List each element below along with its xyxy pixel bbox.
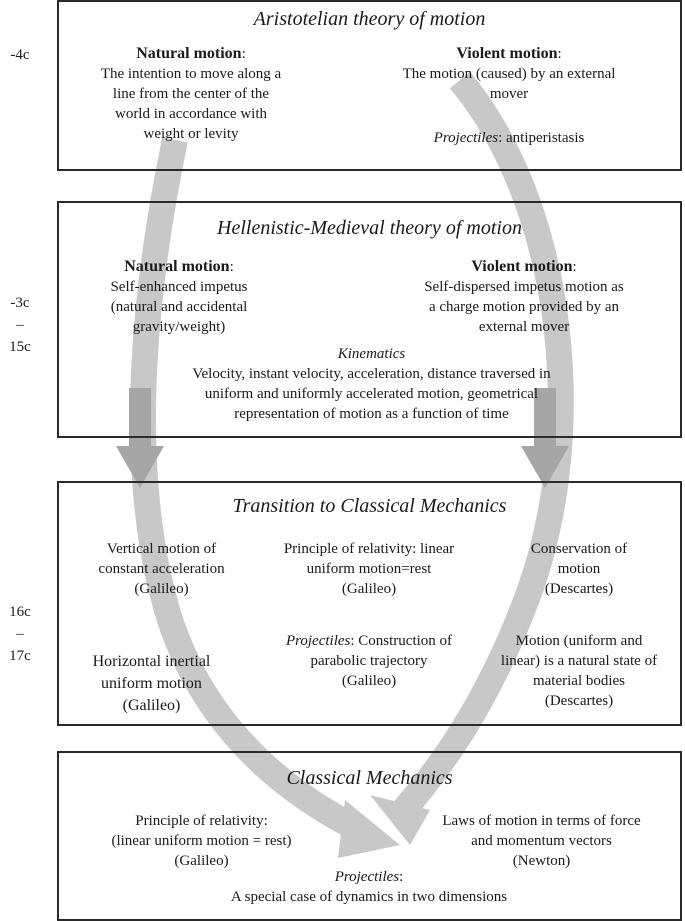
classical-relativity-line1: Principle of relativity: xyxy=(135,813,268,829)
aristotle-projectiles xyxy=(359,128,659,148)
aristotle-natural-line2: line from the center of the xyxy=(112,86,270,102)
classical-laws xyxy=(414,811,669,871)
aristotle-projectiles-text: : antiperistasis xyxy=(498,130,585,146)
era-hellenistic-start: -3c xyxy=(10,295,30,311)
transition-projectiles-line2: parabolic trajectory xyxy=(310,653,428,669)
natural-state-line1: Motion (uniform and xyxy=(515,633,643,649)
transition-title: Transition to Classical Mechanics xyxy=(232,495,507,517)
vertical-motion-line3: (Galileo) xyxy=(134,581,189,597)
classical-laws-line1: Laws of motion in terms of force xyxy=(442,813,641,829)
hellenistic-title: Hellenistic-Medieval theory of motion xyxy=(217,217,522,239)
vertical-motion-line1: Vertical motion of xyxy=(106,541,217,557)
kinematics-line1: Velocity, instant velocity, acceleration, distance traversed in xyxy=(192,366,551,382)
relativity-line1: Principle of relativity: linear xyxy=(283,541,455,557)
aristotle-violent-heading: Violent motion xyxy=(456,45,558,62)
aristotle-natural-line1: The intention to move along a xyxy=(100,66,282,82)
classical-laws-line2: and momentum vectors xyxy=(471,833,612,849)
hellenistic-box xyxy=(57,201,682,438)
hellenistic-violent-heading: Violent motion xyxy=(471,258,573,275)
classical-relativity xyxy=(79,811,324,871)
aristotelian-title: Aristotelian theory of motion xyxy=(253,8,486,30)
vertical-motion-line2: constant acceleration xyxy=(98,561,225,577)
hellenistic-violent-line3: external mover xyxy=(478,319,570,335)
natural-state-line3: material bodies xyxy=(532,673,626,689)
relativity-line2: uniform motion=rest xyxy=(306,561,432,577)
aristotle-projectiles-heading: Projectiles xyxy=(433,130,499,146)
hellenistic-kinematics xyxy=(99,344,644,424)
aristotle-natural-heading: Natural motion xyxy=(136,45,242,62)
hellenistic-natural-line1: Self-enhanced impetus xyxy=(110,279,248,295)
era-hellenistic-dash: – xyxy=(16,317,24,333)
aristotle-violent-line1: The motion (caused) by an external xyxy=(402,66,616,82)
classical-projectiles xyxy=(169,867,569,907)
era-transition xyxy=(0,601,40,667)
hellenistic-violent-line2: a charge motion provided by an xyxy=(428,299,620,315)
kinematics-heading: Kinematics xyxy=(337,346,406,362)
aristotle-violent-motion: Violent motion: The motion (caused) by an external mover xyxy=(359,44,659,104)
hellenistic-violent-motion: Violent motion: Self-dispersed impetus motion as a charge motion provided by an external mover xyxy=(389,257,659,337)
classical-projectiles-heading: Projectiles xyxy=(334,869,400,885)
horizontal-motion-line1: Horizontal inertial xyxy=(92,653,211,670)
aristotelian-box xyxy=(57,0,682,171)
classical-box xyxy=(57,751,682,921)
transition-natural-state xyxy=(479,631,679,711)
relativity-line3: (Galileo) xyxy=(341,581,397,597)
transition-projectiles-line3: (Galileo) xyxy=(341,673,397,689)
hellenistic-natural-heading: Natural motion xyxy=(124,258,230,275)
transition-horizontal-motion xyxy=(64,651,239,717)
hellenistic-natural-line2: (natural and accidental xyxy=(110,299,248,315)
transition-projectiles xyxy=(249,631,489,691)
classical-relativity-line2: (linear uniform motion = rest) xyxy=(111,833,292,849)
horizontal-motion-line3: (Galileo) xyxy=(122,697,181,714)
aristotle-natural-line3: world in accordance with xyxy=(114,106,268,122)
transition-vertical-motion xyxy=(74,539,249,599)
hellenistic-violent-line1: Self-dispersed impetus motion as xyxy=(424,279,624,295)
transition-conservation xyxy=(504,539,654,599)
era-aristotle: -4c xyxy=(10,47,30,63)
era-transition-dash: – xyxy=(16,626,24,642)
conservation-line2: motion xyxy=(557,561,601,577)
kinematics-line3: representation of motion as a function of time xyxy=(234,406,509,422)
kinematics-line2: uniform and uniformly accelerated motion, geometrical xyxy=(204,386,539,402)
era-hellenistic-end: 15c xyxy=(9,339,31,355)
classical-relativity-line3: (Galileo) xyxy=(174,853,229,869)
aristotle-natural-motion: Natural motion: The intention to move along a line from the center of the world in accordance with weight or levity xyxy=(71,44,311,144)
natural-state-line2: linear) is a natural state of xyxy=(500,653,658,669)
hellenistic-natural-line3: gravity/weight) xyxy=(132,319,226,335)
era-transition-end: 17c xyxy=(9,648,31,664)
conservation-line1: Conservation of xyxy=(530,541,628,557)
classical-title: Classical Mechanics xyxy=(286,767,453,789)
transition-projectiles-line1: : Construction of xyxy=(350,633,453,649)
horizontal-motion-line2: uniform motion xyxy=(101,675,202,692)
transition-box xyxy=(57,481,682,726)
hellenistic-natural-motion: Natural motion: Self-enhanced impetus (natural and accidental gravity/weight) xyxy=(69,257,289,337)
era-hellenistic xyxy=(0,292,40,358)
natural-state-line4: (Descartes) xyxy=(544,693,614,709)
transition-relativity xyxy=(249,539,489,599)
conservation-line3: (Descartes) xyxy=(544,581,614,597)
classical-projectiles-text: A special case of dynamics in two dimensions xyxy=(230,889,508,905)
aristotle-natural-line4: weight or levity xyxy=(143,126,239,142)
classical-laws-line3: (Newton) xyxy=(512,853,571,869)
aristotle-violent-line2: mover xyxy=(489,86,529,102)
classical-projectiles-colon: : xyxy=(399,869,404,885)
transition-projectiles-heading: Projectiles xyxy=(285,633,351,649)
era-transition-start: 16c xyxy=(9,604,31,620)
